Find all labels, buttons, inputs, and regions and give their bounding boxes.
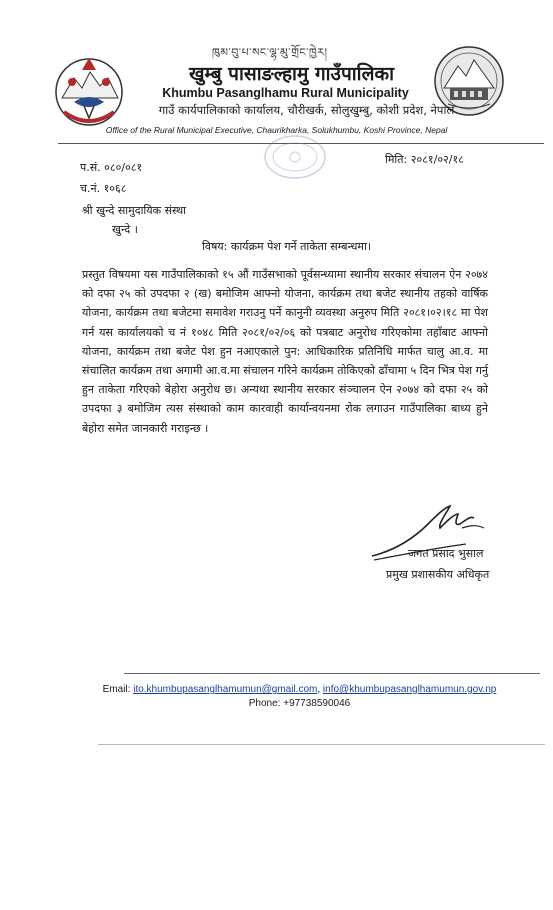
recipient-place: खुन्दे । <box>112 223 138 236</box>
municipality-name-english: Khumbu Pasanglhamu Rural Municipality <box>162 86 409 100</box>
dispatch-number: च.नं. १०६८ <box>80 182 127 195</box>
office-stamp-icon <box>262 133 328 181</box>
footer-phone: Phone: +97738590046 <box>248 698 351 709</box>
letter-date: मिति: २०८१/०२/१८ <box>385 153 464 166</box>
footer-divider <box>124 673 540 674</box>
recipient-name: श्री खुन्दे सामुदायिक संस्था <box>82 204 186 217</box>
letter-subject: विषय: कार्यक्रम पेश गर्ने ताकेता सम्बन्धमा। <box>201 240 371 253</box>
letter-body: प्रस्तुत विषयमा यस गाउँपालिकाको १५ औं गाउँसभाको पूर्वसन्ध्यामा स्थानीय सरकार संचालन ऐन २०७४ को दफा २५ को उपदफा २ (ख) बमोजिम आफ्नो योजना, कार्यक्रम तथा बजेट स्थानीय तहको वार्षिक योजना, कार्यक्रम तथा बजेटमा समावेश गराउनु पर्ने कानुनी व्यवस्था अनुरुप मिति २०८१।०२।१८ मा पेश गर्न यस कार्यालयको च नं १०४८ मिति २०८१/०२/०६ को पत्रबाट अनुरोध गरिएकोमा तहाँबाट आफ्नो योजना, कार्यक्रम तथा बजेट पेश हुन नआएकाले पुन: आधिकारिक प्रतिनिधि मार्फत चालु आ.व. मा संचालित कार्यक्रम तथा अगामी आ.व.मा संचालन गरिने कार्यक्रम तोकिएको ढाँचामा ५ दिन भित्र पेश गर्नु हुन ताकेता गरिएको बेहोरा अनुरोध छ। अन्यथा स्थानीय सरकार संञ्चालन ऐन २०७४ को दफा २५ को उपदफा ३ बमोजिम त्यस संस्थाको काम कारवाही कार्यान्वयनमा रोक लगाउन गाउँपालिका बाध्य हुने बेहोरा समेत जानकारी गराइन्छ । <box>82 268 488 435</box>
office-address-nepali: गाउँ कार्यपालिकाको कार्यालय, चौरीखर्क, सोलुखुम्बु, कोशी प्रदेश, नेपाल <box>158 103 455 117</box>
signatory-name: जगत प्रसाद भुसाल <box>408 547 484 560</box>
reference-number: प.सं. ०८०/०८१ <box>80 161 143 174</box>
footer-email-line <box>0 684 553 695</box>
tibetan-heading: ཁུམ་བུ་པ་སང་ལྷ་མུ་གྲོང་ཁྱེར། <box>212 46 328 59</box>
email-separator: , <box>317 684 321 695</box>
email-link-secondary[interactable]: info@khumbupasanglhamumun.gov.np <box>322 684 497 695</box>
municipality-name-nepali: खुम्बु पासाङल्हामु गाउँपालिका <box>189 63 394 85</box>
page-bottom-rule <box>98 744 545 745</box>
signatory-title: प्रमुख प्रशासकीय अधिकृत <box>386 568 490 581</box>
email-label: Email: <box>102 684 131 695</box>
office-address-english: Office of the Rural Municipal Executive, Chaurikharka, Solukhumbu, Koshi Province, Nepal <box>105 125 448 135</box>
email-link-primary[interactable]: ito.khumbupasanglhamumun@gmail.com <box>133 684 318 695</box>
